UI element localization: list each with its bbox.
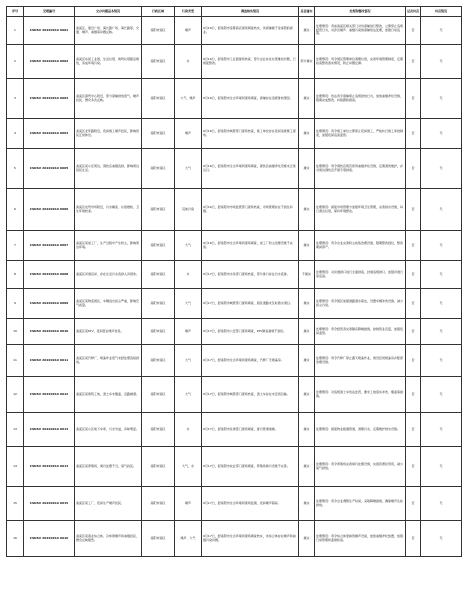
table-row [7, 149, 462, 189]
row-number: 15 [7, 487, 24, 521]
header-row [7, 7, 462, 17]
accountability-detail: 无 [421, 149, 462, 189]
row-number: 16 [7, 521, 24, 557]
row-number: 2 [7, 45, 24, 79]
region: 南阳市南区 [142, 345, 175, 377]
table-row [7, 79, 462, 119]
region: 南阳市南区 [142, 149, 175, 189]
pollution-type: 大气 [175, 289, 202, 319]
accountability-flag: 否 [406, 521, 421, 557]
table-row [7, 119, 462, 149]
row-number: 5 [7, 149, 24, 189]
verified-status: 属实 [299, 487, 315, 521]
row-number: 4 [7, 119, 24, 149]
row-number: 3 [7, 79, 24, 119]
row-number: 9 [7, 289, 24, 319]
verified-status: 部分属实 [299, 45, 315, 79]
row-number: 11 [7, 345, 24, 377]
accountability-detail: 无 [421, 447, 462, 487]
record-id: CSDSV 20220919 0005 [24, 149, 75, 189]
record-id: CSDSV 20220919 0002 [24, 45, 75, 79]
accountability-detail: 无 [421, 289, 462, 319]
accountability-detail: 无 [421, 319, 462, 345]
verified-status: 属实 [299, 79, 315, 119]
pollution-type: 大气 [175, 231, 202, 261]
investigation-finding: 9月17日，经南阳市住建部门现场调查，排污管道堵塞。 [202, 413, 299, 447]
region: 南阳市南区 [142, 487, 175, 521]
col-header: 污染类型 [175, 7, 202, 17]
investigation-finding: 9月16日，经南阳市金都商店现场调查核实，该商铺属于金南阳的商业。 [202, 17, 299, 45]
region: 南阳市南区 [142, 447, 175, 487]
pollution-type: 噪声 [175, 17, 202, 45]
investigation-finding: 9月16日，经南阳市城管部门现场核查，施工单位存在夜间违规施工现象。 [202, 119, 299, 149]
handling-measures: 处理情况：责令园区加强道路洒水保洁，设置车辆冲洗设施，减少扬尘污染。 [315, 289, 406, 319]
accountability-detail: 无 [421, 119, 462, 149]
table-row [7, 231, 462, 261]
row-number: 14 [7, 447, 24, 487]
handling-measures: 处理情况：责令园区管理单位清理垃圾，完善环境管理制度，定期检查整改落实情况，防止问题反弹。 [315, 45, 406, 79]
investigation-finding: 9月17日，经南阳市生态环境局现场调查核实，该综合体存在噪声和油烟污染问题。 [202, 521, 299, 557]
problem-description: 美溪区河道沿岸，存在生活污水直排入河现象。 [75, 261, 142, 289]
accountability-detail: 无 [421, 345, 462, 377]
verified-status: 属实 [299, 345, 315, 377]
pollution-type: 水 [175, 45, 202, 79]
record-id: CSDSV 20220919 0008 [24, 261, 75, 289]
record-id: CSDSV 20220919 0016 [24, 521, 75, 557]
investigation-finding: 9月17日，经南阳市农业部门现场调查，养殖场粪污设施不完善。 [202, 447, 299, 487]
pollution-type: 大气 [175, 149, 202, 189]
accountability-detail: 无 [421, 189, 462, 231]
verified-status: 属实 [299, 119, 315, 149]
accountability-flag: 否 [406, 119, 421, 149]
row-number: 10 [7, 319, 24, 345]
record-id: CSDSV 20220919 0014 [24, 447, 75, 487]
table-row [7, 447, 462, 487]
pollution-type: 大气、噪声 [175, 79, 202, 119]
record-id: CSDSV 20220919 0007 [24, 231, 75, 261]
record-id: CSDSV 20220919 0010 [24, 319, 75, 345]
record-id: CSDSV 20220919 0012 [24, 377, 75, 413]
investigation-finding: 9月16日，经南阳市生态环境局现场调查，餐饮店油烟净化设施未正常运行。 [202, 149, 299, 189]
row-number: 13 [7, 413, 24, 447]
record-id: CSDSV 20220919 0013 [24, 413, 75, 447]
problem-description: 美溪区北环路附近，夜间施工噪声扰民，影响居民正常休息。 [75, 119, 142, 149]
region: 南阳市南区 [142, 413, 175, 447]
pollution-type: 大气 [175, 377, 202, 413]
problem-description: 美溪区某养殖场，粪污处理不当，臭气扰民。 [75, 447, 142, 487]
table-row [7, 345, 462, 377]
accountability-flag: 否 [406, 377, 421, 413]
verified-status: 不属实 [299, 261, 315, 289]
handling-measures: 处理情况：责令养殖场完善粪污处理设施，实现资源化利用，减少臭气排放。 [315, 447, 406, 487]
table-row [7, 261, 462, 289]
handling-measures: 处理情况：责令综合体更换低噪声设备，加装油烟净化装置，加强日常管理和监督检查。 [315, 521, 406, 557]
problem-description: 美溪区某建筑工地，渣土车未覆盖，沿路抛洒。 [75, 377, 142, 413]
region: 南阳市南区 [142, 289, 175, 319]
accountability-detail: 无 [421, 231, 462, 261]
handling-measures: 处理情况：督促市场管理方加强环境卫生管理，完善排水设施，每日清运垃圾，保持环境整洁。 [315, 189, 406, 231]
verified-status: 属实 [299, 17, 315, 45]
region: 南阳市南区 [142, 319, 175, 345]
region: 南阳市南区 [142, 261, 175, 289]
table-row [7, 45, 462, 79]
row-number: 7 [7, 231, 24, 261]
investigation-finding: 9月16日，经南阳市市场监管部门现场核查，市场管理存在不到位问题。 [202, 189, 299, 231]
accountability-flag: 否 [406, 261, 421, 289]
region: 南阳市南区 [142, 119, 175, 149]
accountability-flag: 否 [406, 289, 421, 319]
verified-status: 属实 [299, 521, 315, 557]
pollution-type: 噪声 [175, 119, 202, 149]
table-row [7, 17, 462, 45]
col-header: 交办问题基本情况 [75, 7, 142, 17]
handling-measures: 处理情况：责令经营者完善隔音降噪措施，控制营业音量，加强夜间监管。 [315, 319, 406, 345]
table-row [7, 377, 462, 413]
investigation-finding: 9月17日，经南阳市城管部门现场核查，渣土车存在未密闭运输。 [202, 377, 299, 413]
region: 南阳市南区 [142, 17, 175, 45]
record-id: CSDSV 20220919 0011 [24, 345, 75, 377]
problem-description: 美溪区某物流园区，车辆进出扬尘严重，影响空气质量。 [75, 289, 142, 319]
record-id: CSDSV 20220919 0001 [24, 17, 75, 45]
problem-description: 美溪区某商业综合体，冷却塔噪声和油烟扰民，群众反映强烈。 [75, 521, 142, 557]
investigation-finding: 9月16日，经南阳市工业园现场核查，部分企业存在垃圾堆放问题，已督促整改。 [202, 45, 299, 79]
handling-measures: 处理情况：责成南溪区相关部门对该商铺进行整改，立即停止违规经营行为，对涉及噪声、油烟污染的商铺依法处理，加强日常巡查。 [315, 17, 406, 45]
pollution-type: 其他污染 [175, 189, 202, 231]
investigation-finding: 9月17日，经南阳市生态环境局现场监测，夜间噪声超标。 [202, 487, 299, 521]
accountability-flag: 否 [406, 189, 421, 231]
pollution-type: 噪声 [175, 319, 202, 345]
accountability-detail: 无 [421, 261, 462, 289]
investigation-finding: 9月17日，经南阳市生态环境局现场调查，汽修厂无喷漆房。 [202, 345, 299, 377]
row-number: 6 [7, 189, 24, 231]
investigation-finding: 9月16日，经南阳市生态环境局现场调查，商铺存在违规排放情况。 [202, 79, 299, 119]
table-row [7, 319, 462, 345]
handling-measures: 处理情况：对河道排口进行全面排查，封堵违规排口，加强河道日常巡查。 [315, 261, 406, 289]
col-header: 是否属实 [299, 7, 315, 17]
accountability-flag: 否 [406, 345, 421, 377]
pollution-type: 大气、水 [175, 447, 202, 487]
handling-measures: 处理情况：对违规渣土车依法处罚，要求工地落实冲洗、覆盖等措施。 [315, 377, 406, 413]
col-header: 调查核实情况 [202, 7, 299, 17]
handling-measures: 处理情况：督促物业疏通管道，清理污水，定期维护排水设施。 [315, 413, 406, 447]
accountability-flag: 否 [406, 447, 421, 487]
verified-status: 属实 [299, 447, 315, 487]
problem-description: 美溪区农贸市场附近，污水横流、垃圾堆积，卫生环境较差。 [75, 189, 142, 231]
complaint-table [6, 6, 462, 557]
accountability-detail: 无 [421, 487, 462, 521]
accountability-flag: 否 [406, 45, 421, 79]
handling-measures: 处理情况：责令汽修厂停止露天喷漆作业，建设密闭喷漆房并配套治理设施。 [315, 345, 406, 377]
handling-measures: 处理情况：责令施工单位立即停止夜间施工，严格执行施工审批制度，加强夜间巡查监管。 [315, 119, 406, 149]
accountability-detail: 无 [421, 45, 462, 79]
record-id: CSDSV 20220919 0006 [24, 189, 75, 231]
table-row [7, 487, 462, 521]
problem-description: 美溪区某小区周边，餐饮店油烟直排，影响周边居民生活。 [75, 149, 142, 189]
investigation-finding: 9月17日，经南阳市城管部门现场调查，园区道路未及时洒水清扫。 [202, 289, 299, 319]
region: 南阳市南区 [142, 79, 175, 119]
region: 南阳市南区 [142, 45, 175, 79]
record-id: CSDSV 20220919 0009 [24, 289, 75, 319]
handling-measures: 处理情况：责令企业调整生产时间，采取降噪措施，确保噪声达标排放。 [315, 487, 406, 521]
accountability-detail: 无 [421, 79, 462, 119]
region: 南阳市南区 [142, 521, 175, 557]
handling-measures: 处理情况：依法责令商铺停止违规排放行为，加装油烟净化设施，限期完成整改，持续跟踪督查。 [315, 79, 406, 119]
record-id: CSDSV 20220919 0004 [24, 119, 75, 149]
table-row [7, 413, 462, 447]
row-number: 8 [7, 261, 24, 289]
investigation-finding: 9月17日，经南阳市公安部门现场调查，KTV隔音措施不到位。 [202, 319, 299, 345]
problem-description: 美溪区某KTV，夜间营业噪声扰民。 [75, 319, 142, 345]
verified-status: 属实 [299, 149, 315, 189]
table-row [7, 289, 462, 319]
col-header: 受理编号 [24, 7, 75, 17]
pollution-type: 噪声、大气 [175, 521, 202, 557]
accountability-flag: 否 [406, 487, 421, 521]
problem-description: 美溪区某工厂，夜间生产噪声扰民。 [75, 487, 142, 521]
investigation-finding: 9月16日，经南阳市生态环境局现场调查，加工厂粉尘治理设施不完善。 [202, 231, 299, 261]
handling-measures: 处理情况：责令企业完善粉尘收集治理设施，限期整改到位，整改期间停产。 [315, 231, 406, 261]
col-header: 序号 [7, 7, 24, 17]
accountability-flag: 否 [406, 17, 421, 45]
handling-measures: 处理情况：责令餐饮店规范使用油烟净化设施，定期清洗维护，并对周边餐饮店开展专项排查。 [315, 149, 406, 189]
accountability-flag: 否 [406, 79, 421, 119]
col-header: 行政区域 [142, 7, 175, 17]
verified-status: 属实 [299, 189, 315, 231]
problem-description: 美溪区某小区地下车库，污水外溢，异味明显。 [75, 413, 142, 447]
problem-description: 美溪区商贸中心附近，部分商铺排放废气、噪声扰民，群众多次反映。 [75, 79, 142, 119]
record-id: CSDSV 20220919 0003 [24, 79, 75, 119]
table-row [7, 189, 462, 231]
problem-description: 美溪区某汽修厂，喷漆作业废气未经处理直接排放。 [75, 345, 142, 377]
accountability-flag: 否 [406, 413, 421, 447]
verified-status: 属实 [299, 377, 315, 413]
accountability-flag: 否 [406, 231, 421, 261]
pollution-type: 噪声 [175, 487, 202, 521]
record-id: CSDSV 20220919 0015 [24, 487, 75, 521]
region: 南阳市南区 [142, 189, 175, 231]
row-number: 1 [7, 17, 24, 45]
accountability-detail: 无 [421, 377, 462, 413]
accountability-detail: 无 [421, 521, 462, 557]
problem-description: 美溪区，靠近广场、海长路广场，海长路等，交通、噪声、油烟等问题反映。 [75, 17, 142, 45]
table-row [7, 521, 462, 557]
verified-status: 属实 [299, 289, 315, 319]
problem-description: 美溪区某加工厂，生产过程中产生粉尘，影响周边环境。 [75, 231, 142, 261]
table-body [7, 17, 462, 557]
pollution-type: 水 [175, 413, 202, 447]
verified-status: 属实 [299, 319, 315, 345]
problem-description: 美溪区东街工业园，生活垃圾、建筑垃圾随意堆放，造成环境污染。 [75, 45, 142, 79]
pollution-type: 水 [175, 261, 202, 289]
accountability-detail: 无 [421, 413, 462, 447]
col-header: 是否问责 [406, 7, 421, 17]
row-number: 12 [7, 377, 24, 413]
accountability-flag: 否 [406, 149, 421, 189]
col-header: 问责情况 [421, 7, 462, 17]
region: 南阳市南区 [142, 231, 175, 261]
pollution-type: 大气 [175, 345, 202, 377]
accountability-detail: 无 [421, 17, 462, 45]
accountability-flag: 否 [406, 319, 421, 345]
region: 南阳市南区 [142, 377, 175, 413]
verified-status: 属实 [299, 231, 315, 261]
investigation-finding: 9月17日，经南阳市水务部门现场核查，部分排口存在污水直排。 [202, 261, 299, 289]
col-header: 处理和整改情况 [315, 7, 406, 17]
verified-status: 属实 [299, 413, 315, 447]
